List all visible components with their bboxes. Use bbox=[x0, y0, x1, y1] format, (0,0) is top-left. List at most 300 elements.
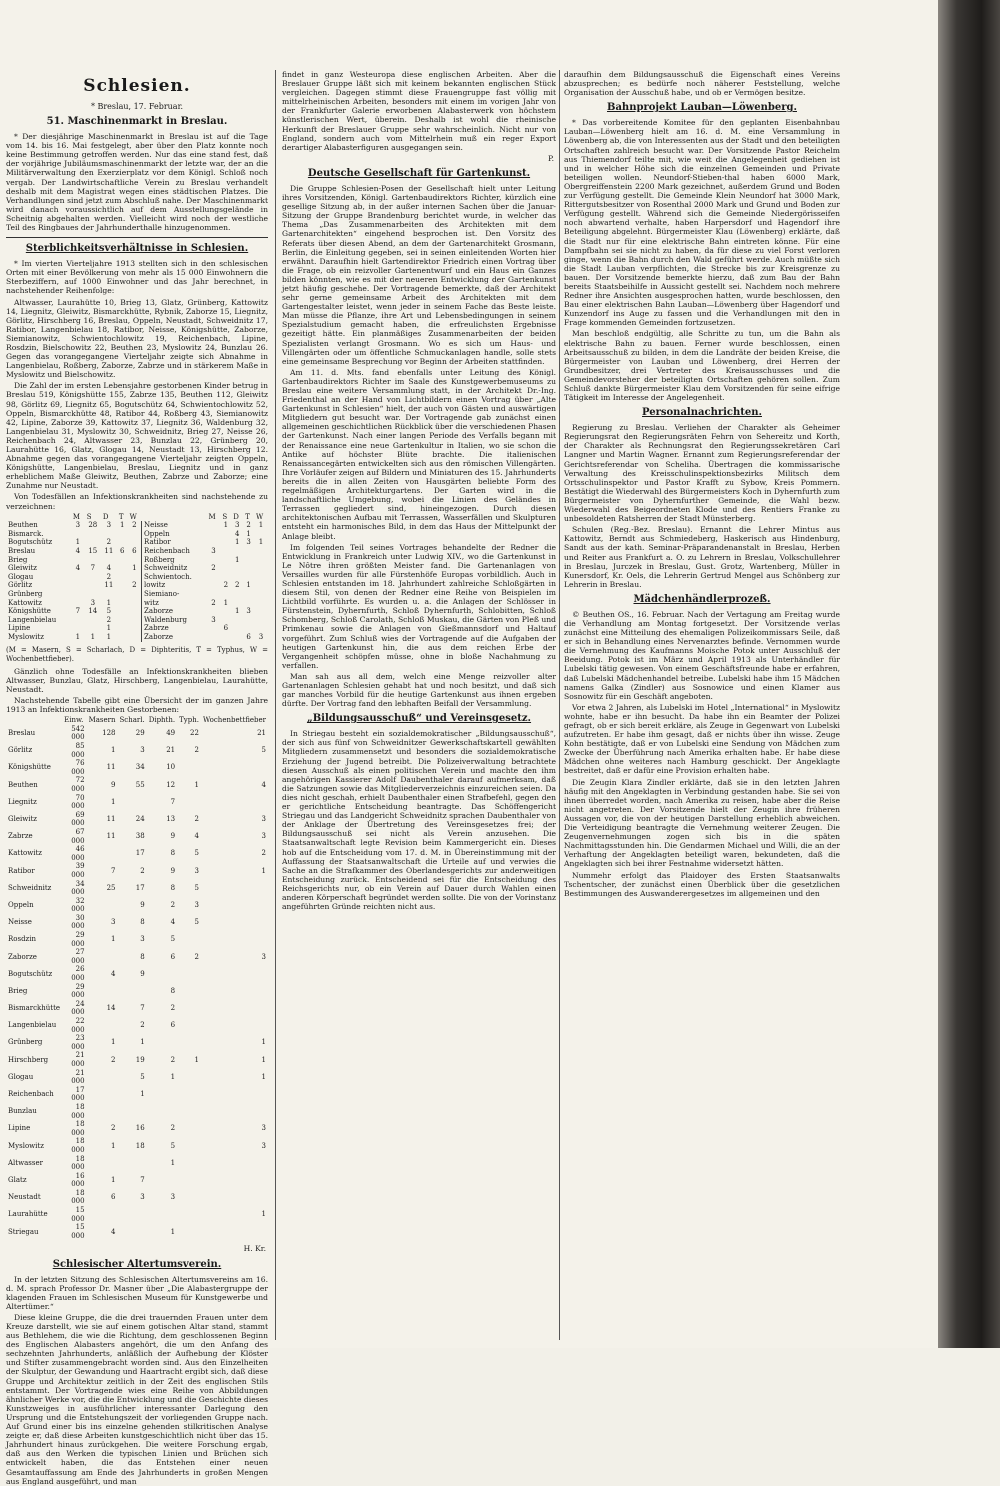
table-cell: 1 bbox=[132, 564, 137, 573]
table-cell: 21 bbox=[257, 729, 266, 738]
table-cell: 18 000 bbox=[71, 1102, 85, 1120]
table-cell: 9 bbox=[111, 780, 116, 789]
table-cell: 1 bbox=[194, 780, 199, 789]
table-cell: 3 bbox=[261, 1124, 266, 1133]
article-heading: Schlesischer Altertumsverein. bbox=[52, 1258, 222, 1270]
table-cell: Neisse bbox=[8, 918, 32, 927]
table-cell: 1 bbox=[261, 1210, 266, 1219]
table-row bbox=[6, 1223, 268, 1240]
table-cell: Reichenbach bbox=[8, 1090, 54, 1099]
table-row bbox=[6, 1086, 268, 1103]
table-cell: 25 bbox=[106, 883, 116, 892]
table-cell: 2 bbox=[106, 572, 112, 581]
table-cell: 18 000 bbox=[71, 1154, 85, 1172]
table-cell: 4 bbox=[170, 918, 176, 927]
table-cell: Glogau bbox=[8, 572, 34, 581]
table-cell bbox=[71, 530, 85, 539]
table-header-cell: S bbox=[222, 512, 228, 521]
table-cell bbox=[117, 599, 128, 608]
table-row bbox=[6, 1000, 268, 1017]
table-cell bbox=[201, 1000, 268, 1017]
table-cell: 1 bbox=[111, 746, 116, 755]
table-cell bbox=[147, 1103, 177, 1120]
table-row bbox=[6, 828, 268, 845]
table-cell: 1 bbox=[170, 1158, 176, 1167]
table-cell: Gleiwitz bbox=[8, 564, 37, 573]
table-cell bbox=[128, 530, 142, 539]
author-signature: H. Kr. bbox=[243, 1244, 266, 1254]
table-cell: 72 000 bbox=[71, 776, 85, 793]
table-cell: Langenbielau bbox=[8, 615, 57, 624]
table-cell: Neustadt bbox=[8, 1193, 41, 1202]
table-cell: 2 bbox=[170, 1055, 176, 1064]
table-cell bbox=[254, 607, 268, 616]
table-cell bbox=[177, 1069, 201, 1086]
table-cell bbox=[128, 607, 142, 616]
table-cell: 24 000 bbox=[71, 999, 85, 1017]
table-cell bbox=[147, 1034, 177, 1051]
table-cell: 7 bbox=[140, 1175, 145, 1184]
article-heading: „Bildungsausschuß“ und Vereinsgesetz. bbox=[306, 713, 532, 725]
table-cell: Hirschberg bbox=[8, 1055, 49, 1064]
table-cell: 1 bbox=[246, 529, 251, 538]
table-cell: Görlitz bbox=[8, 581, 33, 590]
table-cell: 2 bbox=[140, 866, 145, 875]
table-cell: 55 bbox=[135, 780, 145, 789]
table-cell: 29 000 bbox=[71, 982, 85, 1000]
table-cell: 1 bbox=[258, 521, 264, 530]
table-cell: 15 000 bbox=[71, 1223, 85, 1240]
table-cell: 2 bbox=[211, 564, 216, 573]
table-cell: 7 bbox=[90, 564, 96, 573]
table-cell bbox=[177, 1086, 201, 1103]
table-cell: Altwasser bbox=[8, 1158, 43, 1167]
table-cell: 128 bbox=[102, 729, 116, 738]
table-cell: 3 bbox=[246, 538, 251, 547]
table-cell bbox=[220, 616, 231, 625]
article-heading: Deutsche Gesellschaft für Gartenkunst. bbox=[307, 167, 531, 179]
table-cell: 6 bbox=[132, 547, 137, 556]
table-cell bbox=[207, 607, 221, 616]
table-cell: 2 bbox=[246, 521, 251, 530]
table-cell: Breslau bbox=[8, 729, 36, 738]
table-cell: Brieg bbox=[8, 986, 28, 995]
table-cell: Bogutschütz bbox=[8, 969, 53, 978]
table-cell: 6 bbox=[111, 1193, 116, 1202]
table-cell bbox=[220, 573, 231, 582]
table-cell bbox=[177, 965, 201, 982]
table-cell: 13 bbox=[166, 815, 176, 824]
table-cell: Lipine bbox=[8, 1124, 31, 1133]
table-cell bbox=[243, 599, 254, 608]
table-cell bbox=[177, 1120, 201, 1137]
table-cell bbox=[201, 914, 268, 931]
article-heading: Mädchenhändlerprozeß. bbox=[633, 593, 771, 605]
table-cell: 21 000 bbox=[71, 1051, 85, 1068]
table-header-cell bbox=[6, 716, 62, 725]
table-cell: 10 bbox=[166, 763, 176, 772]
table-cell: 2 bbox=[261, 849, 266, 858]
table-cell: 49 bbox=[166, 729, 176, 738]
column-rule bbox=[275, 70, 276, 1340]
table-cell: 1 bbox=[170, 1227, 176, 1236]
table-cell: lowitz bbox=[142, 581, 207, 590]
table-header-cell: M bbox=[72, 512, 81, 521]
table-cell: Zaborze bbox=[142, 607, 207, 616]
table-cell bbox=[201, 931, 268, 948]
table-cell: 5 bbox=[140, 1072, 145, 1081]
table-cell bbox=[71, 599, 85, 608]
table-cell: 3 bbox=[211, 547, 216, 556]
table-cell: Kattowitz bbox=[8, 598, 42, 607]
table-cell bbox=[201, 1155, 268, 1172]
table-cell: 4 bbox=[235, 529, 240, 538]
table-cell bbox=[128, 556, 142, 565]
table-cell bbox=[128, 633, 142, 642]
table-cell bbox=[220, 556, 231, 565]
table-cell bbox=[231, 590, 243, 599]
article-paragraph: Die Zahl der im ersten Lebensjahre gestorbenen Kinder betrug in Breslau 519, Königshütte 155, Zabrze 135, Beuthen 112, Gleiwitz 98, Görlitz 69, Liegnitz 65, Bogutschütz 64, Schwientochlowitz 52, Oppeln, Bismarckhütte 48, Ratibor 44, Roßberg 43, Siemianowitz 42, Lipine, Zaborze 39, Kattowitz 37, Liegnitz 36, Waldenburg 32, Langenbielau 31, Myslowitz 30, Schweidnitz, Brieg 27, Neisse 26, Reichenbach 24, Altwasser 23, Bunzlau 22, Grünberg 20, Laurahütte 16, Glatz, Glogau 14, Neustadt 13, Hirschberg 12. Abnahme gegen das vorangegangene Vierteljahr zeigten Oppeln, Königshütte, Langenbielau, Breslau, Liegnitz und in ganz erheblichem Maße Gleiwitz, Beuthen, Zabrze und Zaborze; eine Zunahme nur Neustadt. bbox=[6, 381, 268, 491]
table-cell: 18 000 bbox=[71, 1188, 85, 1206]
table-cell bbox=[85, 581, 101, 590]
table-cell: 3 bbox=[261, 815, 266, 824]
table-cell: 4 bbox=[75, 564, 81, 573]
article-block bbox=[6, 132, 268, 238]
table-cell: 67 000 bbox=[71, 827, 85, 845]
table-cell bbox=[243, 624, 254, 633]
table-cell bbox=[254, 547, 268, 556]
table-row bbox=[6, 776, 268, 793]
table-cell: 8 bbox=[170, 883, 176, 892]
table-cell: 6 bbox=[120, 547, 125, 556]
table-cell: 4 bbox=[111, 1227, 116, 1236]
table-cell: 2 bbox=[106, 615, 112, 624]
table-row bbox=[6, 599, 268, 608]
table-cell: 22 000 bbox=[71, 1017, 85, 1034]
table-cell bbox=[71, 573, 85, 582]
table-cell bbox=[177, 1189, 201, 1206]
table-cell: 7 bbox=[170, 797, 176, 806]
table-cell bbox=[117, 581, 128, 590]
table-row bbox=[6, 538, 268, 547]
article-paragraph: findet in ganz Westeuropa diese englischen Arbeiten. Aber die Breslauer Gruppe läßt sich mit keinem bekannten englischen Stück vergleichen. Dagegen stimmt diese Frauengruppe fast völlig mit mittelrheinischen Arbeiten, besonders mit einem im vorigen Jahr von der Frankfurter Galerie erworbenen Alabasterwerk von höchstem künstlerischen Wert, überein. Deshalb ist wohl die rheinische Herkunft der Breslauer Gruppe sehr wahrscheinlich. Nicht nur von England, sondern auch vom Mittelrhein muß ein reger Export derartiger Alabasterfiguren ausgegangen sein. bbox=[282, 70, 556, 152]
table-cell: 11 bbox=[104, 547, 114, 556]
table-cell bbox=[231, 624, 243, 633]
table-cell: 3 bbox=[106, 521, 112, 530]
table-cell: 1 bbox=[261, 1072, 266, 1081]
table-cell: Rosdzin bbox=[8, 935, 36, 944]
article-paragraph: Diese kleine Gruppe, die die drei trauernden Frauen unter dem Kreuze darstellt, wie sie auf einem gotischen Altar stand, stammt aus Bethlehem, die wie die Richtung, dem geschlossenen Beginn des Englischen Alabasters angehört, die um den Anfang des sechzehnten Jahrhunderts, anläßlich der Aufhebung der Klöster und Stifter zusammengebracht worden sind. Aus den Einzelheiten der Skulptur, der Gewandung und Haartracht ergibt sich, daß diese Gruppe und Architektur zeitlich in der Zeit des englischen Stils entstammt. Der Vortragende wies eine Reihe von Abbildungen ähnlicher Werke vor, die die Entwicklung und die Geschichte dieses Kunstzweiges in ausführlicher interessanter Darlegung den Ursprung und die Entstehungszeit der vorliegenden Gruppe nach. Auf Grund einer bis ins einzelne gehenden stilkritischen Analyse zeigte er, daß diese Arbeiten kunstgeschichtlich nicht über das 15. Jahrhundert hinaus zurückgehen. Die weitere Forschung ergab, daß aus den Werken die typischen Linien und Brüchen sich entwickelt haben, die das Entstehen einer neuen Gesamtauffassung am Ende des Jahrhunderts in großen Mengen aus England ausgeführt, und man bbox=[6, 1312, 269, 1486]
table-cell bbox=[177, 1155, 201, 1172]
table-cell: 2 bbox=[132, 521, 137, 530]
table-legend: (M = Masern, S = Scharlach, D = Diphteritis, T = Typhus, W = Wochenbettfieber). bbox=[6, 645, 268, 663]
table-cell: 8 bbox=[140, 952, 145, 961]
table-cell bbox=[201, 1223, 268, 1240]
table-cell bbox=[87, 897, 118, 914]
table-cell bbox=[128, 573, 142, 582]
table-cell: 28 bbox=[88, 521, 98, 530]
table-cell bbox=[177, 1103, 201, 1120]
table-row bbox=[6, 811, 268, 828]
table-cell: 9 bbox=[140, 969, 145, 978]
table-cell: 46 000 bbox=[71, 845, 85, 862]
article-heading: 51. Maschinenmarkt in Breslau. bbox=[46, 116, 228, 128]
table-row bbox=[6, 633, 268, 642]
table-cell: Grünberg bbox=[8, 590, 43, 598]
table-cell bbox=[254, 556, 268, 565]
table-cell: 3 bbox=[258, 632, 264, 641]
table-cell: 9 bbox=[140, 900, 145, 909]
table-cell: Oppeln bbox=[8, 900, 34, 909]
table-cell bbox=[220, 564, 231, 573]
table-cell bbox=[231, 633, 243, 642]
article-paragraph: * Im vierten Vierteljahre 1913 stellten sich in den schlesischen Orten mit einer Bevölkerung von mehr als 15 000 Einwohnern die Sterbeziffern, auf 1000 Einwohner und das Jahr berechnet, in nachstehender Reihenfolge: bbox=[6, 259, 268, 296]
table-cell: 1 bbox=[194, 1055, 199, 1064]
table-cell: 5 bbox=[170, 935, 176, 944]
table-cell: witz bbox=[142, 599, 207, 608]
table-cell bbox=[177, 794, 201, 811]
table-cell: 1 bbox=[111, 1038, 116, 1047]
table-cell bbox=[71, 581, 85, 590]
table-row bbox=[6, 1206, 268, 1223]
table-cell: Myslowitz bbox=[8, 632, 44, 641]
article-paragraph: Gänzlich ohne Todesfälle an Infektionskrankheiten blieben Altwasser, Bunzlau, Glatz, Hirschberg, Langenbielau, Laurahütte, Neustadt. bbox=[6, 666, 268, 694]
table-cell: 29 000 bbox=[71, 931, 85, 948]
column-rule bbox=[559, 70, 560, 1340]
table-cell bbox=[207, 624, 221, 633]
section-title: Schlesien. bbox=[83, 76, 191, 96]
table-row bbox=[6, 1120, 268, 1137]
article-paragraph: Am 11. d. Mts. fand ebenfalls unter Leitung des Königl. Gartenbaudirektors Richter im Saale des Kunstgewerbemuseums zu Breslau eine weitere Versammlung statt, in der Architekt Dr.-Ing. Friedenthal an der Hand von Lichtbildern einen Vortrag über „Alte Gartenkunst in Schlesien“ hielt, der auch von Gästen und auswärtigen Mitgliedern gut besucht war. Der Vortragende gab zunächst einen allgemeinen geschichtlichen Rückblick über die verschiedenen Phasen der Gartenkunst. Nach einer langen Periode des Verfalls begann mit der Renaissance eine neue Gartenkultur in Italien, wo sie schon die Antike auf höchster Blüte brachte. Die italienischen Renaissancegärten entwickelten sich aus den römischen Villengärten. Ihre Vorläufer zeigen auf Bildern und Miniaturen des 15. Jahrhunderts bereits die in allen Zeiten von Hausgärten beliebte Form des regelmäßigen Architekturgartens. Der Garten wird in die landschaftliche Umgebung, wobei die Linien des Geländes in Terrassen gegliedert sind, hineingezogen. Durch diesen architektonischen Aufbau mit Terrassen, Wasserfällen und Skulpturen entsteht ein harmonisches Bild, in dem das Haus der Mittelpunkt der Anlage bleibt. bbox=[282, 367, 556, 541]
table-cell bbox=[254, 564, 268, 573]
table-cell bbox=[177, 1137, 201, 1154]
table-cell: 4 bbox=[261, 780, 266, 789]
table-cell bbox=[177, 1034, 201, 1051]
table-cell: 2 bbox=[111, 1055, 116, 1064]
table-cell: Glatz bbox=[8, 1175, 27, 1184]
table-cell bbox=[101, 590, 117, 599]
table-row bbox=[6, 914, 268, 931]
table-cell: 542 000 bbox=[71, 724, 85, 742]
table-cell: 17 000 bbox=[71, 1085, 85, 1103]
table-cell: 15 bbox=[88, 547, 98, 556]
table-row bbox=[6, 530, 268, 539]
table-row bbox=[6, 794, 268, 811]
table-cell: 3 bbox=[261, 1141, 266, 1150]
table-cell bbox=[128, 616, 142, 625]
table-cell: 2 bbox=[111, 1124, 116, 1133]
yearly-deaths-table bbox=[6, 716, 268, 1240]
table-cell: 3 bbox=[140, 1193, 145, 1202]
table-cell: 70 000 bbox=[71, 793, 85, 811]
article-heading: Personalnachrichten. bbox=[642, 407, 762, 419]
table-header-cell: Typh. bbox=[179, 716, 199, 725]
article-paragraph: Die Zeugin Klara Zindler erklärte, daß sie in den letzten Jahren häufig mit den Angeklagten in Verbindung gestanden habe. Sie sei von ihnen überredet worden, nach Amerika zu reisen, habe aber die Reise nicht angetreten. Der Vorsitzende hielt der Zeugin ihre früheren Aussagen vor, die von der heutigen Darstellung erheblich abweichen. Die Verteidigung beantragte die Vernehmung weiterer Zeugen. Die Zeugenvernehmungen zogen sich bis in die späten Nachmittagsstunden hin. Die Gendarmen Michael und Willi, die an der Verhaftung der Angeklagten beteiligt waren, bekundeten, daß die Angeklagten sich bei ihrer Festnahme widersetzt hätten. bbox=[564, 777, 840, 869]
table-cell bbox=[117, 607, 128, 616]
table-cell: 15 000 bbox=[71, 1206, 85, 1223]
table-cell bbox=[254, 616, 268, 625]
table-cell bbox=[201, 880, 268, 897]
table-cell: Beuthen bbox=[8, 521, 38, 530]
article-paragraph: Die Gruppe Schlesien-Posen der Gesellschaft hielt unter Leitung ihres Vorsitzenden, Königl. Gartenbaudirektors Richter, kürzlich eine gesellige Sitzung ab, in der außer internen Sachen über die Januar-Sitzung der Gruppe Brandenburg berichtet wurde, in welcher das Thema „Das Zusammenarbeiten des Architekten mit dem Gartenarchitekten“ eingehend besprochen ist. Den Vorsitz des Referats über diesen Abend, an dem der Gartenarchitekt Grosmann, Berlin, die Einleitung gegeben, sei in seinen einleitenden Worten hier erwähnt. Daraufhin hielt Gartendirektor Friedrich einen Vortrag über die Frage, ob ein reizvoller Gartenentwurf und ein Haus ein Ganzes bilden könnten, wie es mit der neueren Entwicklung der Gartenkunst jetzt häufig geschehe. Der Vortragende bemerkte, daß der Architekt sehr gerne gemeinsame Arbeit des Architekten mit dem Gartengestalter leistet, wenn jeder in seinem Fache das Beste leiste. Man müsse die Pflanze, ihre Art und Lebensbedingungen in seinem Spezialstudium gemacht haben, die erfreulichsten Ergebnisse gezeitigt hätte. Ein planmäßiges Zusammenarbeiten der beiden Spezialisten verlangt Grosmann. Wo es sich um Haus- und Villengärten oder um öffentliche Schmuckanlagen handle, solle stets eine gemeinsame Besprechung vor Beginn der Arbeiten stattfinden. bbox=[282, 183, 556, 366]
article-paragraph: Schulen (Reg.-Bez. Breslau). Ernannt die Lehrer Mintus aus Kattowitz, Berndt aus Schmiedeberg, Haskerisch aus Hindenburg, Sandt aus der kath. Seminar-Präparandenanstalt in Breslau, Herben und Reiter aus Frankfurt a. O. zu Lehrern in Breslau, Volkschullehrer in Breslau, Jurczek in Breslau, Gust. Grotz, Wartenberg, Müller in Kunersdorf, Kr. Oels, die Lehrerin Gertrud Mengel aus Schönberg zur Lehrerin in Breslau. bbox=[564, 525, 840, 589]
table-cell bbox=[117, 530, 128, 539]
table-cell bbox=[207, 633, 221, 642]
table-cell: 16 bbox=[135, 1124, 145, 1133]
table-cell bbox=[87, 983, 118, 1000]
table-cell bbox=[177, 983, 201, 1000]
table-cell: 6 bbox=[170, 952, 176, 961]
table-header-cell: W bbox=[129, 512, 137, 521]
table-cell: 21 000 bbox=[71, 1068, 85, 1086]
table-cell: 3 bbox=[140, 746, 145, 755]
table-cell bbox=[177, 1206, 201, 1223]
table-cell: Striegau bbox=[8, 1227, 39, 1236]
table-cell bbox=[87, 948, 118, 965]
article-paragraph: Man beschloß endgültig, alle Schritte zu tun, um die Bahn als elektrische Bahn zu bauen. Ferner wurde beschlossen, einen Arbeitsausschuß zu bilden, in dem die Landräte der beiden Kreise, die Bürgermeister von Lauban und Löwenberg, drei Herren der Grundbesitzer, drei Vertreter des Kreisausschusses und die Gemeindevorsteher der beteiligten Ortschaften gehören sollen. Zum Schluß dankte Bürgermeister Klau dem Vorsitzenden für seine eifrige Tätigkeit im Interesse der Angelegenheit. bbox=[564, 329, 840, 403]
table-cell: 26 000 bbox=[71, 965, 85, 983]
table-cell: Görlitz bbox=[8, 746, 33, 755]
table-cell: Laurahütte bbox=[8, 1210, 48, 1219]
table-cell: Gleiwitz bbox=[8, 815, 37, 824]
table-cell: 11 bbox=[106, 832, 116, 841]
table-row bbox=[6, 607, 268, 616]
table-header-cell: S bbox=[86, 512, 92, 521]
table-cell: 9 bbox=[170, 866, 176, 875]
table-cell: Ratibor bbox=[8, 866, 35, 875]
table-header-cell: M bbox=[208, 512, 216, 521]
table-cell bbox=[243, 573, 254, 582]
table-cell: Schwientoch. bbox=[142, 573, 207, 582]
table-header-cell bbox=[6, 513, 71, 522]
table-cell: 8 bbox=[170, 849, 176, 858]
table-header-cell bbox=[142, 513, 207, 522]
table-cell bbox=[71, 624, 85, 633]
table-cell: 5 bbox=[194, 849, 199, 858]
table-cell: 1 bbox=[111, 797, 116, 806]
table-cell: Zabrze bbox=[142, 624, 207, 633]
table-cell: 17 bbox=[135, 883, 145, 892]
table-cell: 22 bbox=[190, 729, 199, 738]
table-cell bbox=[207, 590, 221, 599]
table-cell: 9 bbox=[170, 832, 176, 841]
table-cell: 6 bbox=[170, 1021, 176, 1030]
table-cell: Myslowitz bbox=[8, 1141, 44, 1150]
infection-deaths-table bbox=[6, 513, 268, 642]
table-cell: 19 bbox=[135, 1055, 145, 1064]
table-cell bbox=[254, 590, 268, 599]
table-cell: 8 bbox=[140, 918, 145, 927]
article-paragraph: Von Todesfällen an Infektionskrankheiten sind nachstehende zu verzeichnen: bbox=[6, 492, 268, 511]
table-cell: 4 bbox=[75, 547, 81, 556]
table-cell: 2 bbox=[170, 1124, 176, 1133]
table-row bbox=[6, 547, 268, 556]
table-cell: 3 bbox=[261, 832, 266, 841]
article-paragraph: Im folgenden Teil seines Vortrages behandelte der Redner die Entwicklung in Frankreich unter Ludwig XIV., wo die Gartenkunst in Le Nôtre ihren größten Meister fand. Die Gartenanlagen von Versailles wurden für alle Fürstenhöfe Europas vorbildlich. Auch in Schlesien entstanden im 18. Jahrhundert zahlreiche Schloßgärten in diesem Stil, von denen der Redner eine Reihe von Beispielen im Lichtbild vorführte. Es wurden u. a. die Anlagen der Schlösser in Fürstenstein, Dyhernfurth, Schloß Dyhernfurth, Schlobitten, Schloß Schomberg, Schloß Carolath, Schloß Muskau, die Gärten von Pleß und Primkenau sowie die Anlagen von Gießmannsdorf und Haltauf vorgeführt. Zum Schluß wies der Vortragende auf die Aufgaben der heutigen Gartenkunst hin, die aus dem reichen Erbe der Vergangenheit schöpfen müsse, ohne in bloße Nachahmung zu verfallen. bbox=[282, 542, 556, 670]
table-cell: 18 000 bbox=[71, 1137, 85, 1154]
table-cell bbox=[118, 1206, 147, 1223]
table-row bbox=[6, 1137, 268, 1154]
table-cell bbox=[201, 1017, 268, 1034]
table-cell: 1 bbox=[120, 521, 125, 530]
table-cell: 1 bbox=[106, 624, 112, 633]
article-paragraph: In der letzten Sitzung des Schlesischen Altertumsvereins am 16. d. M. sprach Professor Dr. Masner über „Die Alabastergruppe der klagenden Frauen im Schlesischen Museum für Kunstgewerbe und Altertümer.“ bbox=[6, 1274, 268, 1311]
table-cell bbox=[201, 1189, 268, 1206]
table-cell: 1 bbox=[246, 581, 251, 590]
table-cell: 1 bbox=[140, 1038, 145, 1047]
table-cell: 3 bbox=[211, 615, 216, 624]
table-cell: 3 bbox=[235, 521, 240, 530]
table-cell bbox=[71, 590, 85, 599]
table-cell: 3 bbox=[194, 900, 199, 909]
table-cell: 29 bbox=[135, 729, 145, 738]
table-cell bbox=[85, 616, 101, 625]
table-cell bbox=[254, 624, 268, 633]
table-cell bbox=[117, 573, 128, 582]
table-cell bbox=[177, 1223, 201, 1240]
column-1 bbox=[6, 70, 269, 1486]
article-paragraph: Nummehr erfolgt das Plaidoyer des Ersten Staatsanwalts Tschentscher, der zunächst einen Überblick über die gesetzlichen Bestimmungen des Auswanderergesetzes im allgemeinen und den bbox=[564, 870, 840, 898]
table-cell bbox=[254, 530, 268, 539]
table-cell: 2 bbox=[235, 581, 240, 590]
table-cell bbox=[118, 1223, 147, 1240]
article-paragraph: * Das vorbereitende Komitee für den geplanten Eisenbahnbau Lauban—Löwenberg hielt am 16. d. M. eine Versammlung in Löwenberg ab, die von Interessenten aus der Stadt und den beteiligten Ortschaften zahlreich besucht war. Der Vorsitzende Pastor Reichelm aus Thiemendorf teilte mit, wie weit die Angelegenheit gediehen ist und in welcher Höhe sich die einzelnen Gemeinden und Private beteiligen wollen. Neundorf-Stieben-thal haben 6000 Mark, Obergreiffenstein 2200 Mark gezeichnet, außerdem Grund und Boden zur Verfügung gestellt. Die Gemeinde Klein Neundorf hat 3000 Mark, Rittergutsbesitzer von Rosenthal 2000 Mark und Grund und Boden zur Verfügung gestellt. Während sich die Gemeinde Niedergörisseifen noch abwartend verhalte, haben Harpersdorf und Hagendorf ihre Beteiligung abgelehnt. Bürgermeister Klau (Löwenberg) erklärte, daß die Stadt nur für eine elektrische Bahn eintreten könne. Für eine Dampfbahn sei sie nicht zu haben, da für diese zu viel Forst verloren ginge, wenn die Bahn durch den Wald geführt werde. Auch müßte sich die Stadt Lauban verpflichten, die Strecke bis zur Kreisgrenze zu bauen. Der Vorsitzende bemerkte hierzu, daß zum Bau der Bahn bereits Staatsbeihilfe in Aussicht gestellt sei. Nachdem noch mehrere Redner ihre Ansichten ausgesprochen hatten, wurde beschlossen, den Bau einer elektrischen Bahn Lauban—Löwenberg über Hagendorf und Kunzendorf ins Auge zu fassen und die Verhandlungen mit den in Frage kommenden Gemeinden fortzusetzen. bbox=[564, 118, 840, 328]
table-row bbox=[6, 742, 268, 759]
table-cell bbox=[220, 538, 231, 547]
table-cell: 3 bbox=[261, 952, 266, 961]
table-header-cell: D bbox=[102, 512, 109, 521]
table-row bbox=[6, 564, 268, 573]
table-cell: 39 000 bbox=[71, 862, 85, 879]
table-cell bbox=[254, 573, 268, 582]
article-paragraph: daraufhin dem Bildungsausschuß die Eigenschaft eines Vereins abzusprechen; es bedürfe noch näherer Feststellung, welche Organisation der Ausschuß habe, und ob er Vermögen besitze. bbox=[564, 70, 840, 98]
table-cell: 69 000 bbox=[71, 810, 85, 828]
table-cell bbox=[201, 759, 268, 776]
table-row bbox=[6, 556, 268, 565]
table-cell: Langenbielau bbox=[8, 1021, 57, 1030]
table-header-cell: Scharl. bbox=[119, 716, 145, 725]
table-cell: 4 bbox=[111, 969, 116, 978]
table-row bbox=[6, 581, 268, 590]
article-paragraph: Nachstehende Tabelle gibt eine Übersicht der im ganzen Jahre 1913 an Infektionskrankheiten Gestorbenen: bbox=[6, 696, 268, 715]
article-heading: Bahnprojekt Lauban—Löwenberg. bbox=[607, 102, 797, 114]
table-cell: Schweidnitz bbox=[142, 564, 207, 573]
table-cell: 1 bbox=[90, 632, 96, 641]
table-cell bbox=[71, 556, 85, 565]
table-cell bbox=[177, 1172, 201, 1189]
table-cell: 3 bbox=[111, 918, 116, 927]
article-paragraph: Regierung zu Breslau. Verliehen der Charakter als Geheimer Regierungsrat den Regierungsräten Fehrn von Sehereitz und Korth, der Charakter als Rechnungsrat den Regierungssekretären Carl Langner und Martin Wagner. Ernannt zum Regierungsreferendar der Gerichtsreferendar von Scheliha. Übertragen die kommissarische Verwaltung des Kreisschulinspektionsbezirks Militsch dem Ortsschulinspektor und Pastor Krafft zu Sybow, Kreis Pommern. Bestätigt die Wiederwahl des Bürgermeisters Koch in Dyhernfurth zum Bürgermeister von Dyhernfurther Gemeinde, die Wahl bezw. Wiederwahl des Beigeordneten Klode und des Rentiers Franke zu unbesoldeten Ratsherren der Stadt Münsterberg. bbox=[564, 423, 840, 524]
table-cell: 3 bbox=[75, 521, 81, 530]
table-cell bbox=[207, 538, 221, 547]
table-row bbox=[6, 880, 268, 897]
table-cell bbox=[231, 564, 243, 573]
table-cell: 2 bbox=[223, 581, 229, 590]
table-cell: 27 000 bbox=[71, 948, 85, 965]
table-cell: 1 bbox=[106, 632, 112, 641]
table-cell bbox=[243, 547, 254, 556]
table-cell bbox=[201, 983, 268, 1000]
table-cell: Waldenburg bbox=[142, 616, 207, 625]
table-cell bbox=[231, 616, 243, 625]
article-paragraph: * Der diesjährige Maschinenmarkt in Breslau ist auf die Tage vom 14. bis 16. Mai festgelegt, aber über den Platz konnte noch keine Bestimmung getroffen werden. Nur das eine stand fest, daß der vorjährige Jubiläumsmaschinenmarkt der letzte war, der an die Militärverwaltung den Exerzierplatz vor dem Königl. Schloß noch vergab. Der Landwirtschaftliche Verein zu Breslau verhandelt deshalb mit dem Magistrat wegen eines städtischen Platzes. Die Verhandlungen sind jetzt zum Abschluß nahe. Der Maschinenmarkt wird danach voraussichtlich auf dem Ausstellungsgelände in Scheitnig abgehalten werden. Vielleicht wird noch der westliche Teil des Ringbaues der Jahrhunderthalle hinzugenommen. bbox=[6, 132, 268, 233]
table-cell bbox=[231, 573, 243, 582]
table-cell bbox=[87, 1103, 118, 1120]
table-cell: 7 bbox=[111, 866, 116, 875]
table-cell bbox=[147, 1086, 177, 1103]
table-cell: 1 bbox=[258, 538, 264, 547]
table-cell: Bunzlau bbox=[8, 1107, 37, 1116]
